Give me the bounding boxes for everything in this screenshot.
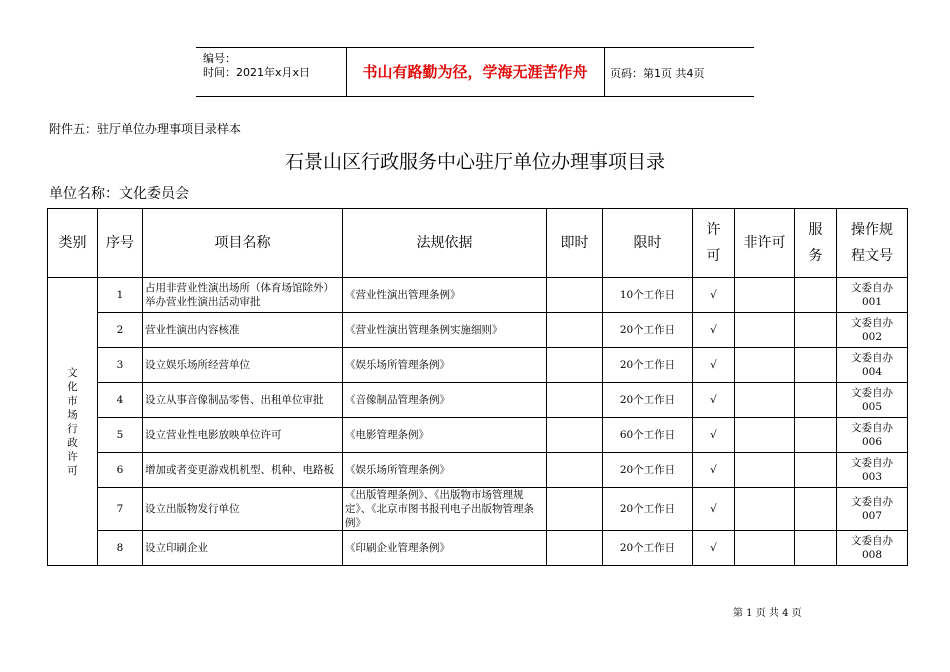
doc-cell — [837, 278, 908, 313]
seq-cell: 6 — [98, 453, 143, 488]
service-cell — [795, 313, 837, 348]
doc-number-line: 文委自办 — [851, 282, 893, 294]
doc-number-line: 008 — [861, 549, 883, 561]
header-doc-line: 操作规 — [851, 222, 893, 238]
nonpermit-cell — [735, 348, 795, 383]
basis-cell: 《音像制品管理条例》 — [343, 383, 547, 418]
immediate-cell — [547, 313, 603, 348]
limit-cell: 10个工作日 — [603, 278, 693, 313]
basis-cell: 《娱乐场所管理条例》 — [343, 453, 547, 488]
category-char: 化 — [67, 380, 78, 393]
category-char: 许 — [67, 450, 78, 463]
header-permit-line: 可 — [706, 248, 721, 264]
limit-cell: 20个工作日 — [603, 383, 693, 418]
doc-cell — [837, 418, 908, 453]
header-service — [795, 209, 837, 278]
basis-cell: 《电影管理条例》 — [343, 418, 547, 453]
table-row — [48, 453, 908, 488]
limit-cell: 20个工作日 — [603, 313, 693, 348]
immediate-cell — [547, 383, 603, 418]
table-row — [48, 278, 908, 313]
immediate-cell — [547, 531, 603, 566]
limit-cell: 20个工作日 — [603, 453, 693, 488]
doc-number-line: 文委自办 — [851, 496, 893, 508]
basis-cell: 《营业性演出管理条例实施细则》 — [343, 313, 547, 348]
basis-cell: 《娱乐场所管理条例》 — [343, 348, 547, 383]
category-char: 文 — [67, 366, 78, 379]
seq-cell: 4 — [98, 383, 143, 418]
header-category: 类别 — [48, 209, 98, 278]
header-basis: 法规依据 — [343, 209, 547, 278]
time-label: 时间：2021年x月x日 — [203, 66, 311, 79]
doc-cell — [837, 383, 908, 418]
seq-cell: 3 — [98, 348, 143, 383]
basis-cell: 《印刷企业管理条例》 — [343, 531, 547, 566]
doc-number-line: 文委自办 — [851, 352, 893, 364]
doc-cell — [837, 453, 908, 488]
permit-cell: √ — [693, 453, 735, 488]
header-service-line: 务 — [808, 248, 823, 264]
permit-cell: √ — [693, 488, 735, 531]
header-page-info: 页码：第1页 共4页 — [610, 67, 705, 80]
permit-cell: √ — [693, 383, 735, 418]
service-cell — [795, 348, 837, 383]
seq-cell: 7 — [98, 488, 143, 531]
doc-number-line: 文委自办 — [851, 457, 893, 469]
nonpermit-cell — [735, 531, 795, 566]
basis-cell: 《营业性演出管理条例》 — [343, 278, 547, 313]
permit-cell: √ — [693, 278, 735, 313]
appendix-label: 附件五：驻厅单位办理事项目录样本 — [49, 122, 242, 136]
immediate-cell — [547, 418, 603, 453]
name-cell: 设立营业性电影放映单位许可 — [143, 418, 343, 453]
doc-number-line: 文委自办 — [851, 422, 893, 434]
name-cell: 营业性演出内容核准 — [143, 313, 343, 348]
table-row — [48, 313, 908, 348]
header-doc — [837, 209, 908, 278]
basis-cell: 《出版管理条例》、《出版物市场管理规定》、《北京市图书报刊电子出版物管理条例》 — [343, 488, 547, 531]
name-cell: 设立从事音像制品零售、出租单位审批 — [143, 383, 343, 418]
doc-number-line: 007 — [861, 510, 883, 522]
table-row — [48, 531, 908, 566]
header-doc-line: 程文号 — [851, 248, 893, 264]
limit-cell: 20个工作日 — [603, 348, 693, 383]
header-meta — [203, 52, 310, 80]
seq-cell: 5 — [98, 418, 143, 453]
doc-number-line: 005 — [861, 401, 883, 413]
name-cell: 增加或者变更游戏机机型、机种、电路板 — [143, 453, 343, 488]
page-title: 石景山区行政服务中心驻厅单位办理事项目录 — [284, 151, 665, 173]
immediate-cell — [547, 278, 603, 313]
seq-cell: 2 — [98, 313, 143, 348]
table-row — [48, 383, 908, 418]
doc-number-line: 006 — [861, 436, 883, 448]
service-cell — [795, 453, 837, 488]
immediate-cell — [547, 348, 603, 383]
nonpermit-cell — [735, 418, 795, 453]
service-cell — [795, 383, 837, 418]
limit-cell: 20个工作日 — [603, 531, 693, 566]
unit-name: 单位名称：文化委员会 — [49, 186, 189, 202]
doc-number-line: 文委自办 — [851, 535, 893, 547]
doc-number-line: 文委自办 — [851, 387, 893, 399]
items-table — [47, 208, 908, 566]
header-name: 项目名称 — [143, 209, 343, 278]
header-seq: 序号 — [98, 209, 143, 278]
name-cell: 设立印刷企业 — [143, 531, 343, 566]
header-divider — [604, 48, 605, 96]
header-immediate: 即时 — [547, 209, 603, 278]
permit-cell: √ — [693, 418, 735, 453]
permit-cell: √ — [693, 531, 735, 566]
permit-cell: √ — [693, 313, 735, 348]
seq-cell: 8 — [98, 531, 143, 566]
limit-cell: 60个工作日 — [603, 418, 693, 453]
table-header-row — [48, 209, 908, 278]
name-cell: 设立出版物发行单位 — [143, 488, 343, 531]
header-permit-line: 许 — [706, 222, 721, 238]
table-row — [48, 488, 908, 531]
nonpermit-cell — [735, 313, 795, 348]
category-char: 政 — [67, 436, 78, 449]
doc-cell — [837, 313, 908, 348]
document-header — [196, 47, 754, 97]
nonpermit-cell — [735, 383, 795, 418]
header-permit — [693, 209, 735, 278]
service-cell — [795, 531, 837, 566]
header-limit: 限时 — [603, 209, 693, 278]
name-cell: 设立娱乐场所经营单位 — [143, 348, 343, 383]
service-cell — [795, 278, 837, 313]
header-motto: 书山有路勤为径，学海无涯苦作舟 — [362, 63, 588, 81]
nonpermit-cell — [735, 453, 795, 488]
doc-number-line: 003 — [861, 471, 883, 483]
nonpermit-cell — [735, 488, 795, 531]
doc-number-line: 004 — [861, 366, 883, 378]
doc-number-line: 001 — [861, 296, 883, 308]
number-label: 编号： — [203, 52, 236, 65]
service-cell — [795, 418, 837, 453]
service-cell — [795, 488, 837, 531]
doc-cell — [837, 531, 908, 566]
doc-cell — [837, 488, 908, 531]
name-cell: 占用非营业性演出场所（体育场馆除外）举办营业性演出活动审批 — [143, 278, 343, 313]
category-char: 行 — [67, 422, 78, 435]
category-char: 场 — [67, 408, 78, 421]
header-service-line: 服 — [808, 222, 823, 238]
limit-cell: 20个工作日 — [603, 488, 693, 531]
doc-cell — [837, 348, 908, 383]
doc-number-line: 文委自办 — [851, 317, 893, 329]
category-cell — [48, 278, 98, 566]
header-nonpermit: 非许可 — [735, 209, 795, 278]
immediate-cell — [547, 488, 603, 531]
doc-number-line: 002 — [861, 331, 883, 343]
table-row — [48, 418, 908, 453]
page-footer: 第 1 页 共 4 页 — [733, 608, 802, 619]
seq-cell: 1 — [98, 278, 143, 313]
immediate-cell — [547, 453, 603, 488]
permit-cell: √ — [693, 348, 735, 383]
nonpermit-cell — [735, 278, 795, 313]
table-row — [48, 348, 908, 383]
category-char: 可 — [67, 464, 78, 477]
category-char: 市 — [67, 394, 78, 407]
